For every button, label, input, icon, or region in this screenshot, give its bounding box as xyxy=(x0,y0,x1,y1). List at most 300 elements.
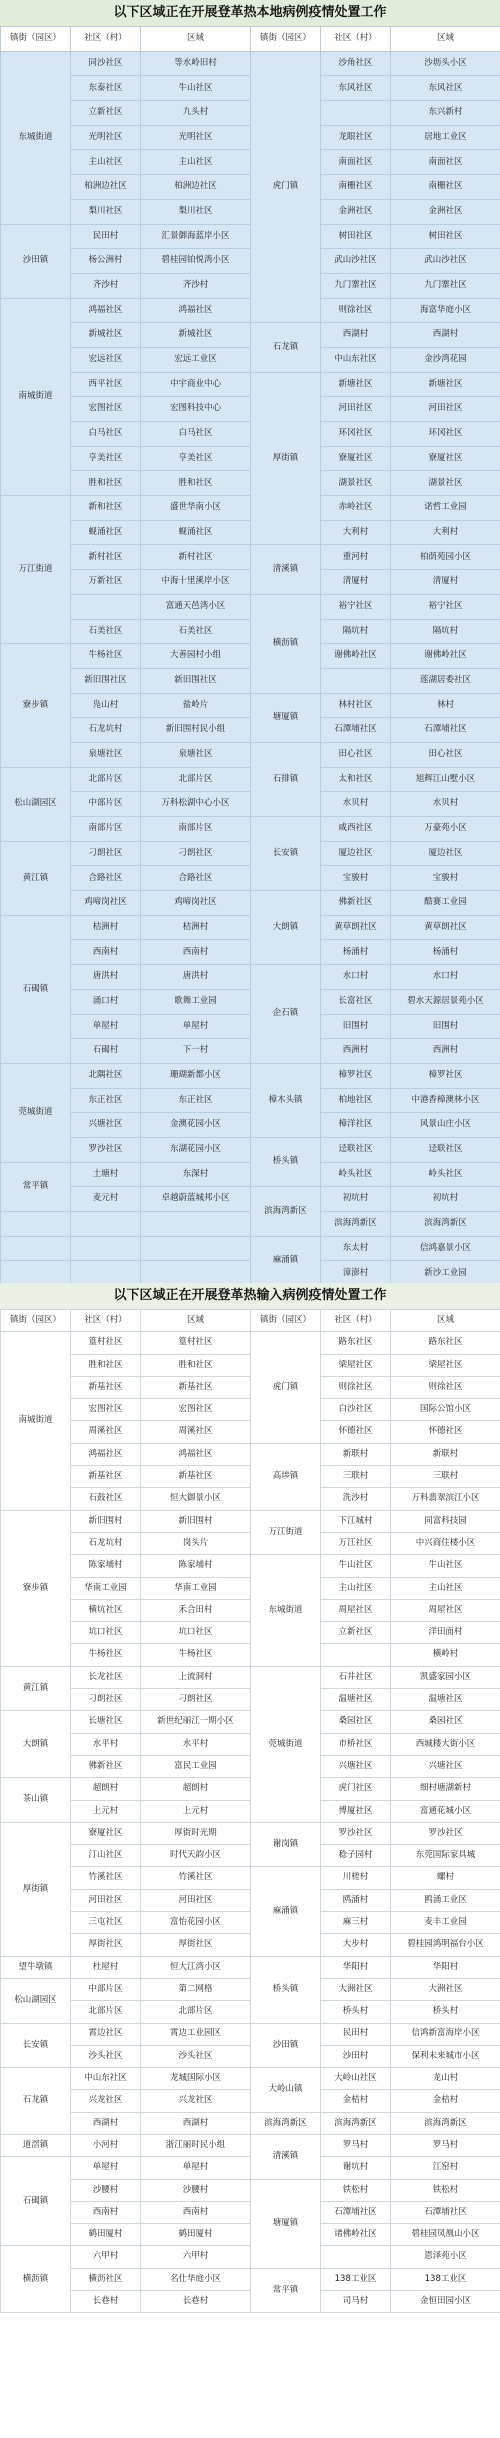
area-cell: 时代天韵小区 xyxy=(141,1845,251,1867)
community-cell: 大洲社区 xyxy=(321,1978,391,2000)
community-cell: 宏图社区 xyxy=(71,397,141,422)
area-cell: 环冈社区 xyxy=(391,422,500,447)
table-row xyxy=(1,2023,500,2045)
town-cell: 滨海湾新区 xyxy=(251,1187,321,1236)
community-cell: 武山沙社区 xyxy=(321,249,391,274)
table-row xyxy=(1,1376,500,1398)
town-cell: 塘厦镇 xyxy=(251,693,321,742)
town-cell: 石龙镇 xyxy=(1,2068,71,2135)
town-cell: 茶山镇 xyxy=(1,1778,71,1823)
area-cell: 清厦村 xyxy=(391,570,500,595)
community-cell: 主山社区 xyxy=(71,150,141,175)
community-cell: 中部片区 xyxy=(71,792,141,817)
area-cell: 路东社区 xyxy=(391,1332,500,1354)
area-cell: 林村 xyxy=(391,693,500,718)
town-cell: 望牛墩镇 xyxy=(1,1956,71,1978)
area-cell: 鸥涌工业区 xyxy=(391,1889,500,1911)
area-cell: 新基社区 xyxy=(141,1466,251,1488)
town-cell: 万江街道 xyxy=(251,1510,321,1555)
empty-cell xyxy=(71,1212,141,1237)
community-cell: 诸佛岭社区 xyxy=(321,2224,391,2246)
section-title: 以下区域正在开展登革热输入病例疫情处置工作 xyxy=(0,1283,500,1309)
table-row xyxy=(1,2045,500,2067)
area-cell: 恩泽苑小区 xyxy=(391,2246,500,2268)
community-cell: 东正社区 xyxy=(71,1088,141,1113)
table-row xyxy=(1,668,500,693)
community-cell: 樟洋社区 xyxy=(321,1113,391,1138)
community-cell: 牛杨社区 xyxy=(71,644,141,669)
community-cell: 万新社区 xyxy=(71,570,141,595)
community-cell: 漳澎村 xyxy=(321,1261,391,1286)
table-row xyxy=(1,1212,500,1237)
area-cell: 厚街时光期 xyxy=(141,1822,251,1844)
community-cell: 寮厦社区 xyxy=(71,1822,141,1844)
area-cell: 旭辉江山墅小区 xyxy=(391,767,500,792)
town-cell: 谢岗镇 xyxy=(251,1822,321,1867)
community-cell: 竹溪社区 xyxy=(71,1867,141,1889)
column-header: 镇街（园区） xyxy=(1,27,71,52)
area-cell: 蚬涌社区 xyxy=(141,520,251,545)
area-cell: 新联村 xyxy=(391,1443,500,1465)
table-row xyxy=(1,372,500,397)
area-cell: 西城楼大街小区 xyxy=(391,1733,500,1755)
area-cell: 同富科技园 xyxy=(391,1510,500,1532)
community-cell: 新联村 xyxy=(321,1443,391,1465)
area-cell: 麦丰工业园 xyxy=(391,1912,500,1934)
table-row xyxy=(1,2201,500,2223)
local-cases-table xyxy=(0,26,500,1286)
community-cell: 石潭埔社区 xyxy=(321,2201,391,2223)
community-cell: 白沙社区 xyxy=(321,1399,391,1421)
table-row xyxy=(1,1755,500,1777)
area-cell: 主山社区 xyxy=(141,150,251,175)
community-cell: 水贝村 xyxy=(321,792,391,817)
community-cell: 合路社区 xyxy=(71,866,141,891)
area-cell: 三联村 xyxy=(391,1466,500,1488)
area-cell: 北部片区 xyxy=(141,2001,251,2023)
table-row xyxy=(1,422,500,447)
area-cell: 牛山社区 xyxy=(391,1555,500,1577)
table-row xyxy=(1,1332,500,1354)
area-cell: 谢佛岭社区 xyxy=(391,644,500,669)
community-cell: 路东社区 xyxy=(321,1332,391,1354)
community-cell: 环冈社区 xyxy=(321,422,391,447)
area-cell: 沙头社区 xyxy=(141,2045,251,2067)
town-cell: 东城街道 xyxy=(1,51,71,224)
area-cell: 宏图社区 xyxy=(141,1399,251,1421)
town-cell: 企石镇 xyxy=(251,965,321,1064)
area-cell: 湖景社区 xyxy=(391,471,500,496)
area-cell: 金桔村 xyxy=(391,2090,500,2112)
town-cell: 长安镇 xyxy=(1,2023,71,2068)
area-cell: 桔洲村 xyxy=(141,915,251,940)
town-cell: 横沥镇 xyxy=(251,594,321,693)
community-cell: 初坑村 xyxy=(321,1187,391,1212)
table-row xyxy=(1,767,500,792)
town-cell: 道滘镇 xyxy=(1,2134,71,2156)
area-cell: 莲湖居委社区 xyxy=(391,668,500,693)
table-row xyxy=(1,397,500,422)
area-cell: 鸿福社区 xyxy=(141,298,251,323)
area-cell: 碧水天源居景苑小区 xyxy=(391,989,500,1014)
community-cell: 上元村 xyxy=(71,1800,141,1822)
community-cell: 石井社区 xyxy=(321,1666,391,1688)
area-cell: 禾合田村 xyxy=(141,1599,251,1621)
area-cell: 沙腰村 xyxy=(141,2179,251,2201)
community-cell: 罗马村 xyxy=(321,2134,391,2156)
community-cell: 南部片区 xyxy=(71,817,141,842)
community-cell: 谢坑村 xyxy=(321,2157,391,2179)
community-cell: 鸿福社区 xyxy=(71,1443,141,1465)
area-cell: 兴龙社区 xyxy=(141,2090,251,2112)
table-row xyxy=(1,1845,500,1867)
table-row xyxy=(1,2112,500,2134)
area-cell: 长巷村 xyxy=(141,2291,251,2313)
community-cell: 周屋社区 xyxy=(321,1599,391,1621)
town-cell: 厚街镇 xyxy=(1,1822,71,1956)
table-row xyxy=(1,1137,500,1162)
area-cell: 万科松湖中心小区 xyxy=(141,792,251,817)
community-cell xyxy=(321,668,391,693)
town-cell: 大岭山镇 xyxy=(251,2068,321,2113)
table-body xyxy=(1,27,500,1286)
community-cell: 罗沙社区 xyxy=(321,1822,391,1844)
community-cell: 铁松村 xyxy=(321,2179,391,2201)
area-cell: 桑园社区 xyxy=(391,1711,500,1733)
community-cell: 柏洲边社区 xyxy=(71,175,141,200)
community-cell: 唐洪村 xyxy=(71,965,141,990)
area-cell: 沙坜头小区 xyxy=(391,51,500,76)
area-cell: 浙江丽时民小组 xyxy=(141,2134,251,2156)
area-cell: 新沙工业园 xyxy=(391,1261,500,1286)
table-row xyxy=(1,2268,500,2290)
community-cell: 金洲社区 xyxy=(321,199,391,224)
area-cell: 龙山村 xyxy=(391,2068,500,2090)
empty-cell xyxy=(71,1261,141,1286)
area-cell: 六甲村 xyxy=(141,2246,251,2268)
community-cell: 河田社区 xyxy=(321,397,391,422)
area-cell: 单屋村 xyxy=(141,2157,251,2179)
town-cell: 大朗镇 xyxy=(1,1711,71,1778)
community-cell: 坑口社区 xyxy=(71,1622,141,1644)
area-cell: 歌舞工业园 xyxy=(141,989,251,1014)
area-cell: 万豪苑小区 xyxy=(391,817,500,842)
area-cell: 金恒田园小区 xyxy=(391,2291,500,2313)
area-cell: 河田社区 xyxy=(391,397,500,422)
area-cell: 超朗村 xyxy=(141,1778,251,1800)
table-row xyxy=(1,1666,500,1688)
area-cell: 光明社区 xyxy=(141,125,251,150)
community-cell: 西平社区 xyxy=(71,372,141,397)
table-row xyxy=(1,1039,500,1064)
table-row xyxy=(1,1978,500,2000)
area-cell: 恒大江湾小区 xyxy=(141,1956,251,1978)
town-cell: 麻涌镇 xyxy=(251,1867,321,1956)
community-cell: 杨公洲村 xyxy=(71,249,141,274)
table-row xyxy=(1,1711,500,1733)
community-cell: 谢佛岭社区 xyxy=(321,644,391,669)
column-header: 镇街（园区） xyxy=(251,27,321,52)
table-row xyxy=(1,1063,500,1088)
community-cell: 柏地社区 xyxy=(321,1088,391,1113)
town-cell: 横沥镇 xyxy=(1,2246,71,2313)
community-cell xyxy=(321,2246,391,2268)
table-row xyxy=(1,175,500,200)
area-cell: 新旧围村民小组 xyxy=(141,718,251,743)
area-cell: 周屋社区 xyxy=(391,1599,500,1621)
community-cell: 兴塘社区 xyxy=(321,1755,391,1777)
area-cell: 万科翡翠滨江小区 xyxy=(391,1488,500,1510)
town-cell: 桥头镇 xyxy=(251,1956,321,2023)
community-cell: 刁朗社区 xyxy=(71,841,141,866)
column-header: 区域 xyxy=(141,27,251,52)
area-cell: 大善园村小组 xyxy=(141,644,251,669)
community-cell: 新塘社区 xyxy=(321,372,391,397)
area-cell: 单屋村 xyxy=(141,1014,251,1039)
community-cell: 洗沙村 xyxy=(321,1488,391,1510)
area-cell: 国际公馆小区 xyxy=(391,1399,500,1421)
community-cell: 新旧围社区 xyxy=(71,668,141,693)
area-cell: 九门寨社区 xyxy=(391,273,500,298)
area-cell: 中兴商住楼小区 xyxy=(391,1532,500,1554)
table-row xyxy=(1,249,500,274)
community-cell: 宏图社区 xyxy=(71,1399,141,1421)
area-cell: 武山沙社区 xyxy=(391,249,500,274)
community-cell: 篁村社区 xyxy=(71,1332,141,1354)
table-row xyxy=(1,989,500,1014)
table-row xyxy=(1,1421,500,1443)
community-cell: 石碣村 xyxy=(71,1039,141,1064)
area-cell: 树田社区 xyxy=(391,224,500,249)
area-cell: 汇景御海蓝岸小区 xyxy=(141,224,251,249)
community-cell: 西南村 xyxy=(71,2201,141,2223)
table-row xyxy=(1,471,500,496)
table-row xyxy=(1,1644,500,1666)
table-body xyxy=(1,1310,500,2313)
community-cell: 太和社区 xyxy=(321,767,391,792)
town-cell: 桥头镇 xyxy=(251,1137,321,1186)
town-cell: 厚街镇 xyxy=(251,372,321,545)
table-row xyxy=(1,742,500,767)
community-cell: 寮厦社区 xyxy=(321,446,391,471)
town-cell: 寮步镇 xyxy=(1,644,71,767)
area-cell: 东深村 xyxy=(141,1162,251,1187)
community-cell: 凫山村 xyxy=(71,693,141,718)
table-row xyxy=(1,1689,500,1711)
community-cell xyxy=(71,594,141,619)
area-cell: 海富华庭小区 xyxy=(391,298,500,323)
town-cell: 清溪镇 xyxy=(251,2134,321,2179)
table-row xyxy=(1,150,500,175)
area-cell: 西湖村 xyxy=(391,323,500,348)
area-cell: 富通天邑湾小区 xyxy=(141,594,251,619)
community-cell: 西洲村 xyxy=(321,1039,391,1064)
area-cell: 厦边社区 xyxy=(391,841,500,866)
community-cell: 大岭山社区 xyxy=(321,2068,391,2090)
column-header: 区域 xyxy=(391,27,500,52)
community-cell: 水平村 xyxy=(71,1733,141,1755)
area-cell: 细村塘湖新村 xyxy=(391,1778,500,1800)
community-cell: 梁屋社区 xyxy=(321,1354,391,1376)
town-cell: 虎门镇 xyxy=(251,1332,321,1443)
community-cell: 怀德社区 xyxy=(321,1421,391,1443)
table-row xyxy=(1,570,500,595)
area-cell: 竹溪社区 xyxy=(141,1867,251,1889)
community-cell: 田心社区 xyxy=(321,742,391,767)
area-cell: 等水岭旧村 xyxy=(141,51,251,76)
table-row xyxy=(1,619,500,644)
area-cell: 石潭埔社区 xyxy=(391,718,500,743)
community-cell: 超朗村 xyxy=(71,1778,141,1800)
community-cell: 光明社区 xyxy=(71,125,141,150)
community-cell xyxy=(321,101,391,126)
area-cell: 凯盛家园小区 xyxy=(391,1666,500,1688)
area-cell: 霄边工业园区 xyxy=(141,2023,251,2045)
table-row xyxy=(1,2068,500,2090)
area-cell: 中港香樟澳林小区 xyxy=(391,1088,500,1113)
area-cell: 富民工业园 xyxy=(141,1755,251,1777)
community-cell: 三联村 xyxy=(321,1466,391,1488)
area-cell: 信鸿新富海岸小区 xyxy=(391,2023,500,2045)
community-cell: 华阳村 xyxy=(321,1956,391,1978)
table-row xyxy=(1,199,500,224)
area-cell: 金澳花园小区 xyxy=(141,1113,251,1138)
community-cell: 桑园社区 xyxy=(321,1711,391,1733)
community-cell: 西湖村 xyxy=(71,2112,141,2134)
community-cell: 桔洲村 xyxy=(71,915,141,940)
area-cell: 北部片区 xyxy=(141,767,251,792)
community-cell: 旧围村 xyxy=(321,1014,391,1039)
community-cell: 西南村 xyxy=(71,940,141,965)
table-row xyxy=(1,446,500,471)
area-cell: 主山社区 xyxy=(391,1577,500,1599)
table-row xyxy=(1,1867,500,1889)
area-cell: 横岭村 xyxy=(391,1644,500,1666)
table-row xyxy=(1,693,500,718)
table-row xyxy=(1,1088,500,1113)
community-cell: 立新社区 xyxy=(321,1622,391,1644)
town-cell: 南城街道 xyxy=(1,298,71,496)
area-cell: 盐岭片 xyxy=(141,693,251,718)
empty-cell xyxy=(71,1236,141,1261)
community-cell: 鸡啼岗社区 xyxy=(71,891,141,916)
area-cell: 樟罗社区 xyxy=(391,1063,500,1088)
area-cell: 坑口社区 xyxy=(141,1622,251,1644)
area-cell: 梁屋社区 xyxy=(391,1354,500,1376)
column-header: 社区（村） xyxy=(321,27,391,52)
community-cell: 石鼓社区 xyxy=(71,1488,141,1510)
community-cell: 沙角社区 xyxy=(321,51,391,76)
town-cell: 松山湖园区 xyxy=(1,1978,71,2023)
table-row xyxy=(1,520,500,545)
area-cell: 怀德社区 xyxy=(391,1421,500,1443)
community-cell: 佛新社区 xyxy=(321,891,391,916)
area-cell: 黄草朗社区 xyxy=(391,915,500,940)
area-cell: 华南工业园 xyxy=(141,1577,251,1599)
table-row xyxy=(1,2246,500,2268)
table-row xyxy=(1,224,500,249)
table-row xyxy=(1,718,500,743)
community-cell: 新和社区 xyxy=(71,496,141,521)
community-cell: 牛山社区 xyxy=(321,1555,391,1577)
town-cell: 清溪镇 xyxy=(251,545,321,594)
town-cell: 石碣镇 xyxy=(1,915,71,1063)
area-cell: 大利村 xyxy=(391,520,500,545)
area-cell: 138工业区 xyxy=(391,2268,500,2290)
area-cell: 金洲社区 xyxy=(391,199,500,224)
area-cell: 胜和社区 xyxy=(141,1354,251,1376)
table-row xyxy=(1,2157,500,2179)
community-cell: 刁朗社区 xyxy=(71,1689,141,1711)
town-cell: 高埗镇 xyxy=(251,1443,321,1510)
community-cell: 隔坑村 xyxy=(321,619,391,644)
community-cell: 石龙坑村 xyxy=(71,718,141,743)
community-cell: 长塘社区 xyxy=(71,1711,141,1733)
table-row xyxy=(1,496,500,521)
area-cell: 诺哲工业园 xyxy=(391,496,500,521)
area-cell: 石美社区 xyxy=(141,619,251,644)
area-cell: 则徐社区 xyxy=(391,1376,500,1398)
area-cell: 白马社区 xyxy=(141,422,251,447)
area-cell: 裕宁社区 xyxy=(391,594,500,619)
community-cell: 同沙社区 xyxy=(71,51,141,76)
community-cell: 九门寨社区 xyxy=(321,273,391,298)
community-cell: 民田村 xyxy=(321,2023,391,2045)
community-cell: 川槎村 xyxy=(321,1867,391,1889)
area-cell: 新城社区 xyxy=(141,323,251,348)
area-cell: 牛山社区 xyxy=(141,76,251,101)
table-row xyxy=(1,1162,500,1187)
area-cell: 田心社区 xyxy=(391,742,500,767)
table-row xyxy=(1,1113,500,1138)
area-cell: 水口村 xyxy=(391,965,500,990)
community-cell: 重河村 xyxy=(321,545,391,570)
area-cell: 大洲社区 xyxy=(391,1978,500,2000)
area-cell: 风景山庄小区 xyxy=(391,1113,500,1138)
table-row xyxy=(1,1622,500,1644)
community-cell: 西湖村 xyxy=(321,323,391,348)
area-cell: 下一村 xyxy=(141,1039,251,1064)
area-cell: 柏荫苑园小区 xyxy=(391,545,500,570)
area-cell: 富怡花园小区 xyxy=(141,1912,251,1934)
community-cell: 中山东社区 xyxy=(71,2068,141,2090)
community-cell: 胜和社区 xyxy=(71,1354,141,1376)
community-cell: 长巷村 xyxy=(71,2291,141,2313)
table-row xyxy=(1,866,500,891)
table-row xyxy=(1,2291,500,2313)
town-cell: 石龙镇 xyxy=(251,323,321,372)
town-cell: 石排镇 xyxy=(251,742,321,816)
community-cell: 北隅社区 xyxy=(71,1063,141,1088)
community-cell: 长龙社区 xyxy=(71,1666,141,1688)
table-row xyxy=(1,1354,500,1376)
community-cell: 迳联社区 xyxy=(321,1137,391,1162)
area-cell: 牛杨社区 xyxy=(141,1644,251,1666)
community-cell: 单屋村 xyxy=(71,1014,141,1039)
table-row xyxy=(1,1800,500,1822)
area-cell: 西南村 xyxy=(141,2201,251,2223)
area-cell: 上元村 xyxy=(141,1800,251,1822)
community-cell: 单屋村 xyxy=(71,2157,141,2179)
community-cell: 赤岭社区 xyxy=(321,496,391,521)
community-cell: 裕宁社区 xyxy=(321,594,391,619)
area-cell: 华阳村 xyxy=(391,1956,500,1978)
area-cell: 螺村 xyxy=(391,1867,500,1889)
community-cell: 长富社区 xyxy=(321,989,391,1014)
community-cell: 泉塘社区 xyxy=(71,742,141,767)
community-cell: 则徐社区 xyxy=(321,298,391,323)
area-cell: 宝骏村 xyxy=(391,866,500,891)
